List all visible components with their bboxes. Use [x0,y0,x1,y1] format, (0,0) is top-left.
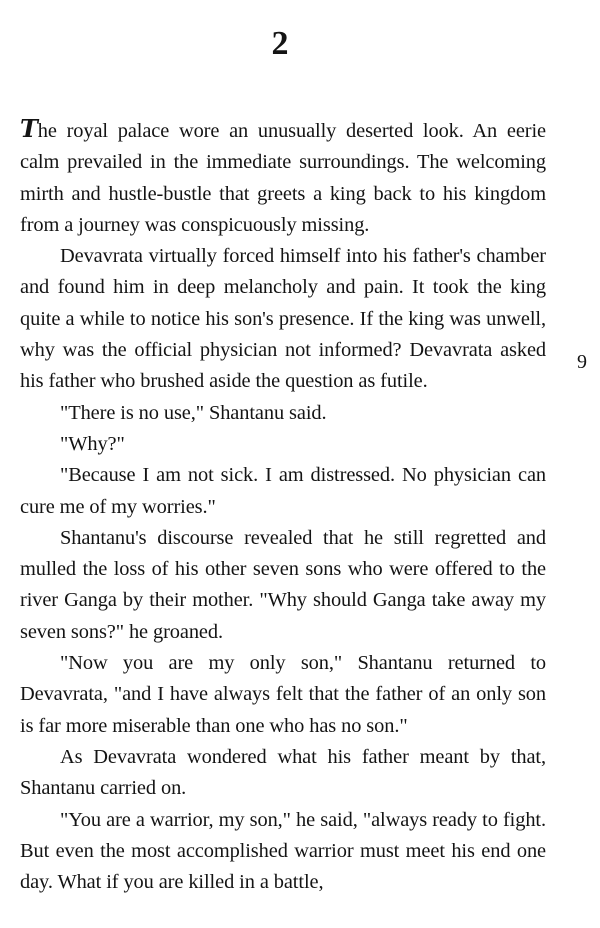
paragraph: "Why?" [60,432,125,455]
drop-cap: T [20,114,38,143]
chapter-text [20,113,546,898]
paragraph: Shantanu's discourse revealed that he still regretted and mulled the loss of his other seven sons who were offered to the river Ganga by their mother. "Why should Ganga take away my seven sons?" he groaned. [20,526,546,643]
paragraph: "You are a warrior, my son," he said, "always ready to fight. But even the most accomplished warrior must meet his end one day. What if you are killed in a battle, [20,808,546,894]
paragraph: Devavrata virtually forced himself into his father's chamber and found him in deep melancholy and pain. It took the king quite a while to notice his son's presence. If the king was unwell, why was the official physician not informed? Devavrata asked his father who brushed aside the question as futile. [20,245,546,393]
paragraph: As Devavrata wondered what his father meant by that, Shantanu carried on. [20,745,546,800]
paragraph: "There is no use," Shantanu said. [60,401,327,424]
page-number: 9 [577,351,587,373]
paragraph-text: he royal palace wore an unusually deserted look. An eerie calm prevailed in the immediate surroundings. The welcoming mirth and hustle-bustle that greets a king back to his kingdom from a journey was conspicuously missing. [20,120,546,236]
paragraph [20,113,546,241]
chapter-number: 2 [271,25,289,62]
paragraph: "Because I am not sick. I am distressed. No physician can cure me of my worries." [20,464,546,518]
paragraph: "Now you are my only son," Shantanu returned to Devavrata, "and I have always felt that the father of an only son is far more miserable than one who has no son." [20,652,546,737]
